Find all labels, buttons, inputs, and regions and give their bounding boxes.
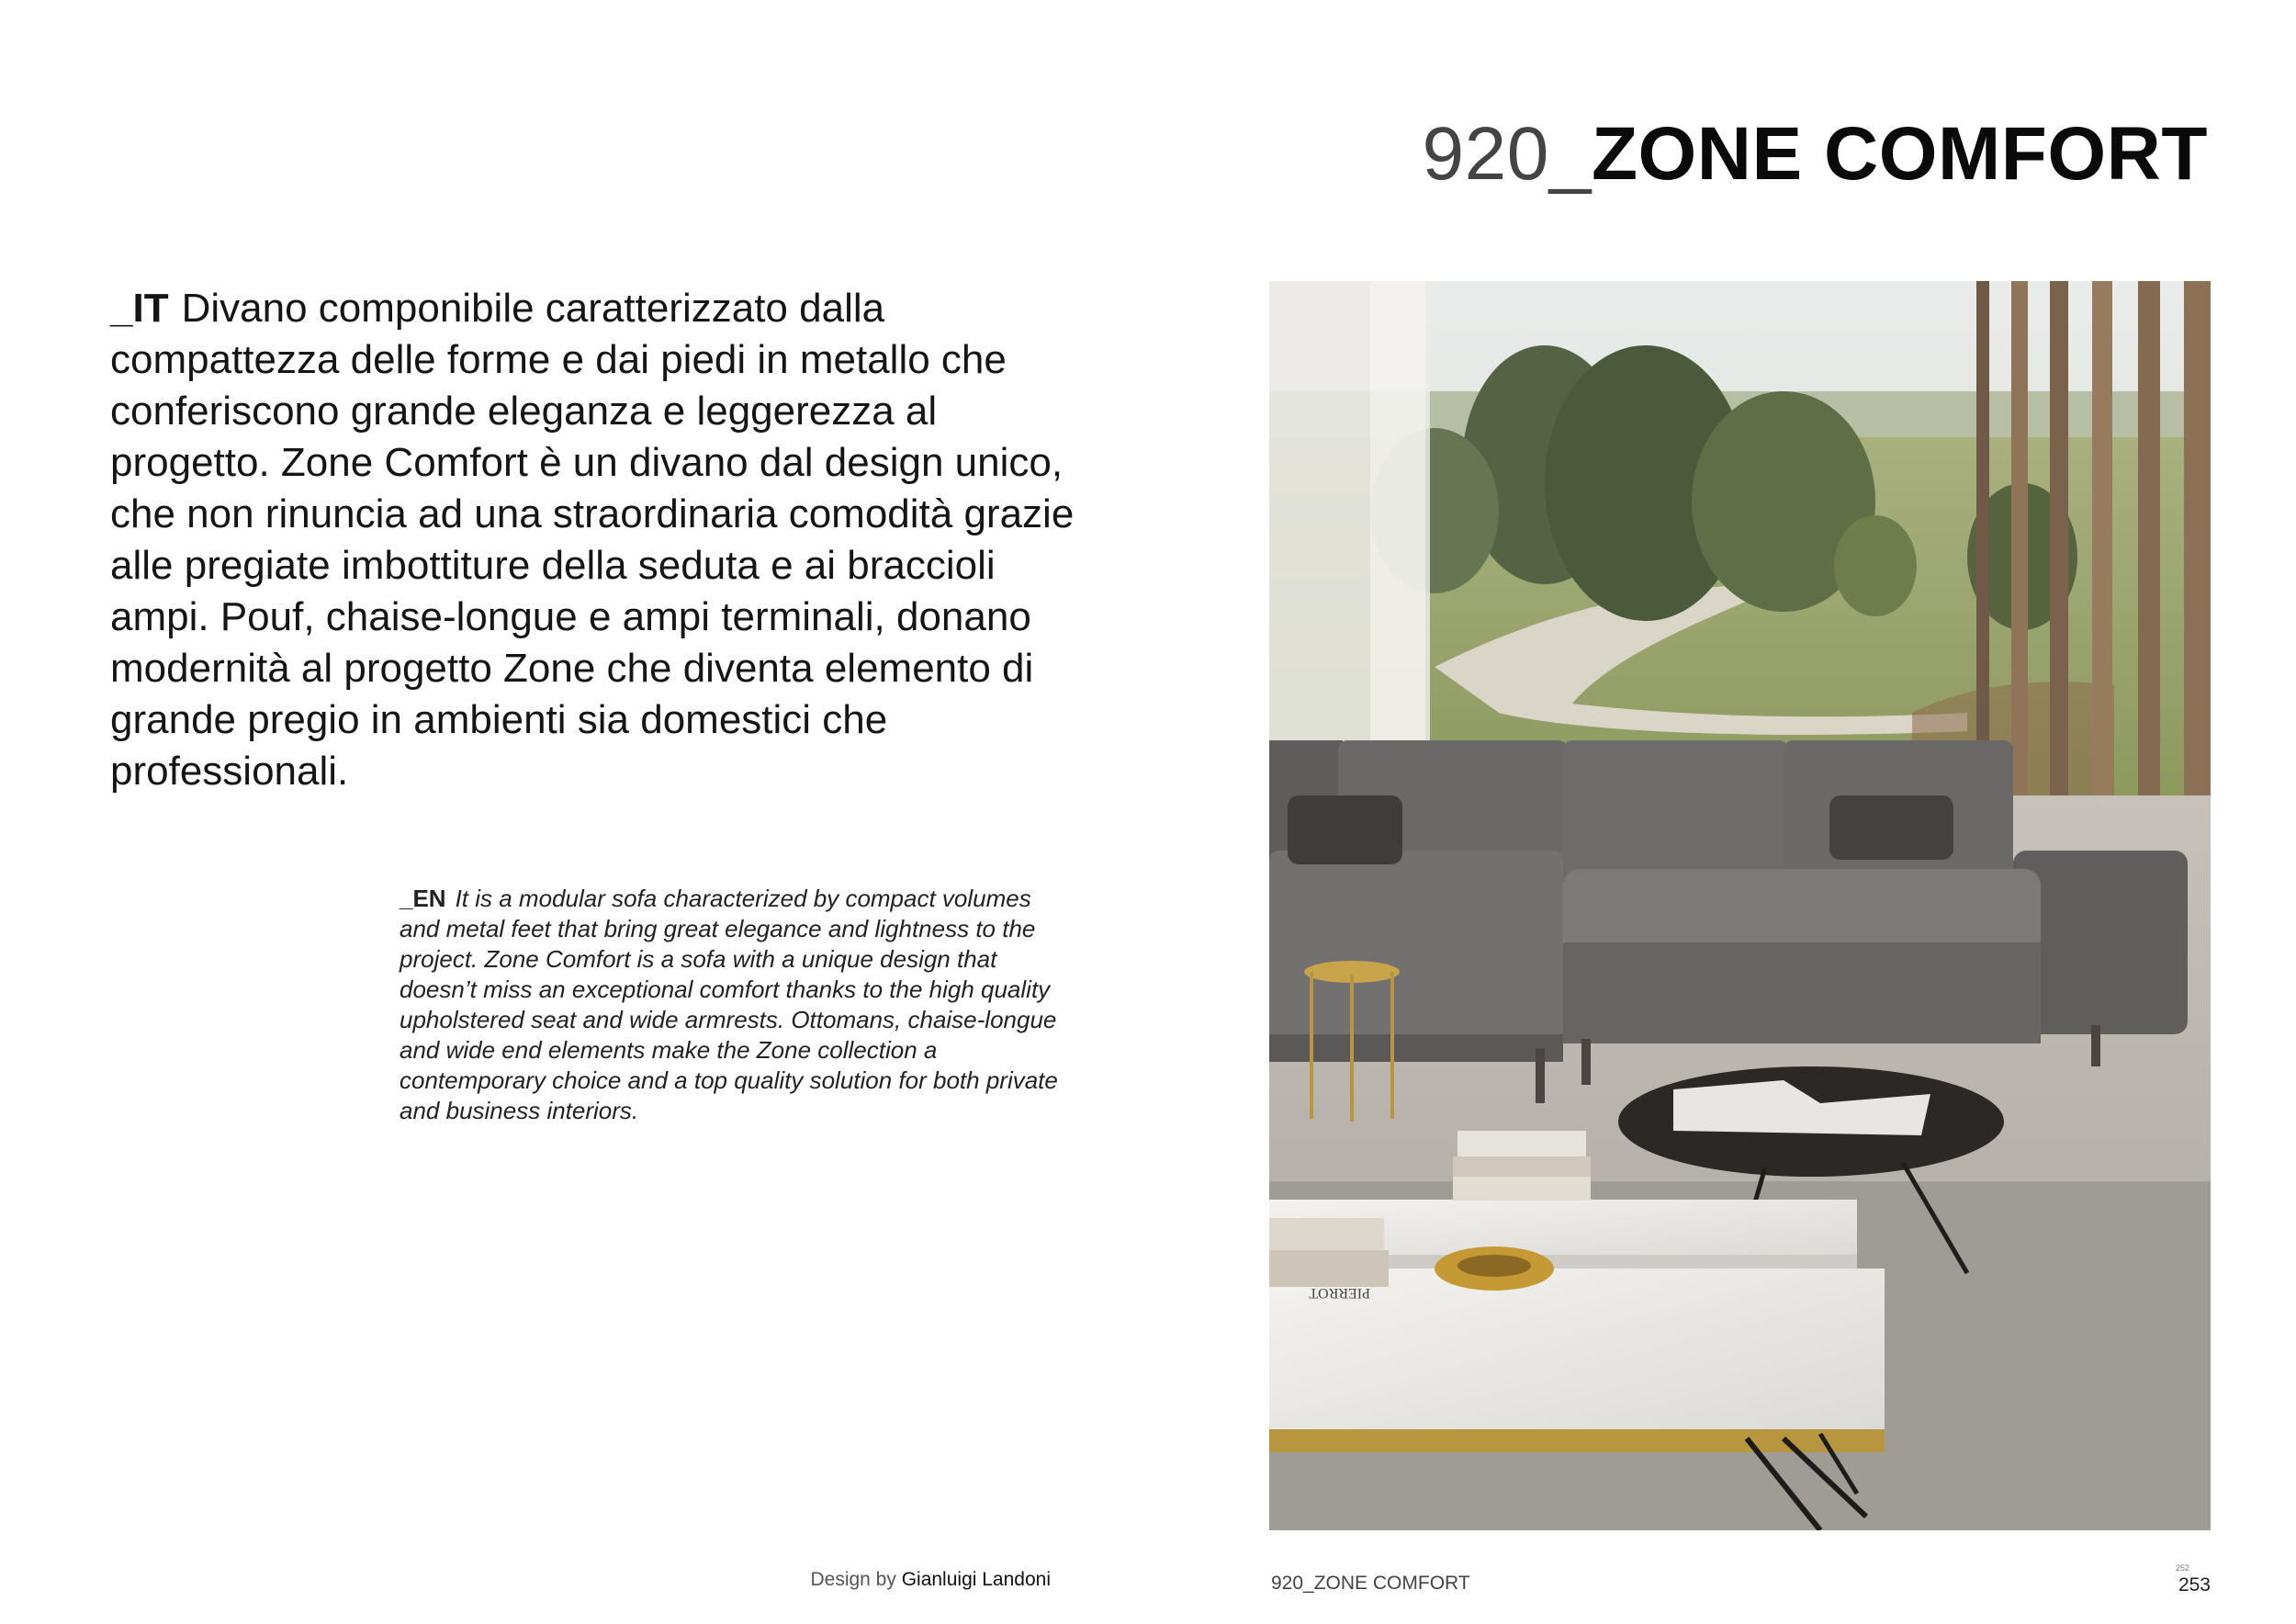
english-text: It is a modular sofa characterized by compact volumes and metal feet that bring great elegance and lightness to the project. Zone Comfort is a sofa with a unique design that doesn’t miss an exceptional comfort thanks to the high quality upholstered seat and wide armrests. Ottomans, chaise-longue and wide end elements make the Zone collection a contemporary choice and a top quality solution for both private and business interiors. xyxy=(400,885,1058,1124)
english-description xyxy=(400,884,1061,1126)
english-lang-tag: _EN xyxy=(400,885,446,912)
designer-name: Gianluigi Landoni xyxy=(901,1569,1051,1590)
footer-collection-title: 920_ZONE COMFORT xyxy=(1271,1573,1470,1594)
italian-text: Divano componibile caratterizzato dalla compattezza delle forme e dai piedi in metallo che conferiscono grande eleganza e leggerezza al progetto. Zone Comfort è un divano dal design unico, che non rinuncia ad una straordinaria comodità grazie alle pregiate imbottiture della seduta e ai braccioli ampi. Pouf, chaise-longue e ampi terminali, donano modernità al progetto Zone che diventa elemento di grande pregio in ambienti sia domestici che professionali. xyxy=(110,286,1075,794)
page-number: 253 xyxy=(2178,1574,2211,1596)
page-title xyxy=(1423,108,2208,200)
product-photo xyxy=(1269,281,2211,1530)
design-prefix: Design by xyxy=(810,1569,896,1590)
title-name: ZONE COMFORT xyxy=(1591,112,2208,196)
book-spine-text: PIERROT xyxy=(1309,1285,1370,1301)
previous-page-number: 252 xyxy=(2175,1563,2189,1573)
title-number: 920_ xyxy=(1422,112,1592,196)
italian-lang-tag: _IT xyxy=(110,286,169,331)
italian-description xyxy=(110,283,1084,797)
design-credit xyxy=(810,1569,1051,1591)
